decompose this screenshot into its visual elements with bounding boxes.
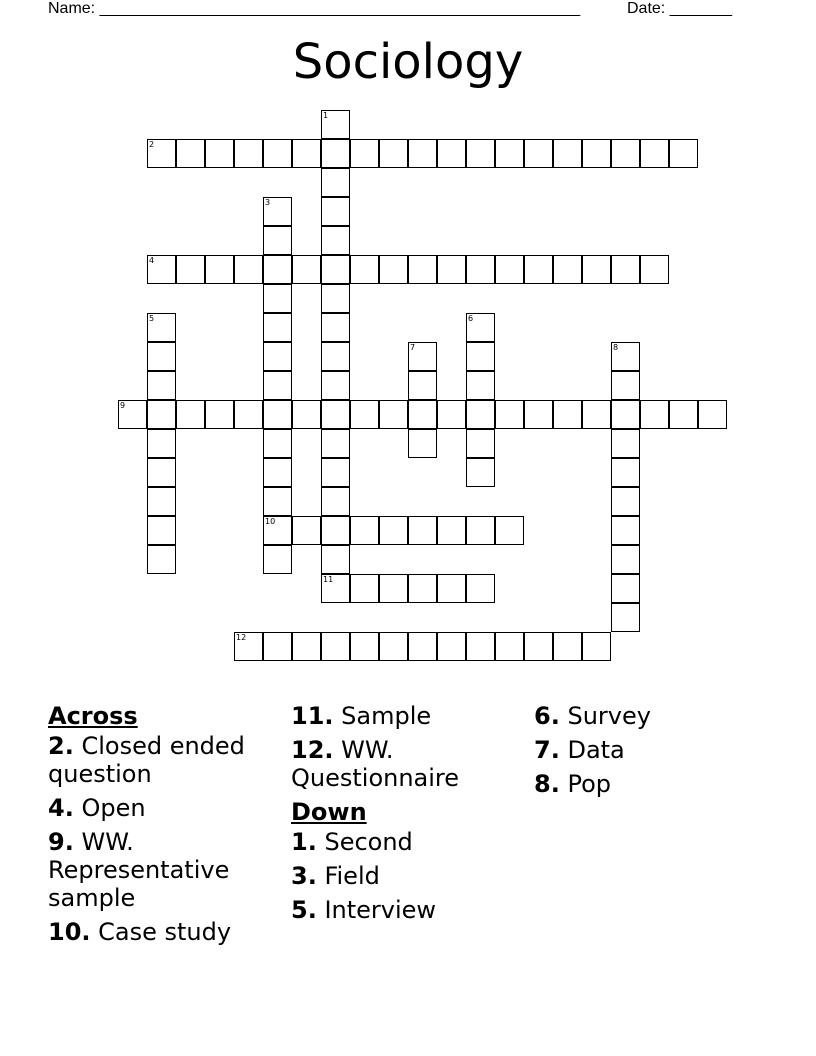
clue-number: 9 — [120, 401, 126, 410]
grid-cell[interactable] — [147, 400, 176, 429]
grid-cell[interactable] — [205, 139, 234, 168]
grid-cell[interactable] — [437, 255, 466, 284]
grid-cell[interactable] — [321, 284, 350, 313]
grid-cell[interactable] — [640, 139, 669, 168]
grid-cell[interactable] — [379, 574, 408, 603]
grid-cell[interactable] — [466, 632, 495, 661]
grid-cell[interactable] — [466, 342, 495, 371]
grid-cell[interactable] — [466, 516, 495, 545]
grid-cell[interactable] — [263, 516, 292, 545]
name-label: Name: ______________________________________________________ — [48, 0, 581, 17]
grid-cell[interactable] — [611, 458, 640, 487]
grid-cell[interactable] — [379, 139, 408, 168]
grid-cell[interactable] — [611, 342, 640, 371]
grid-cell[interactable] — [321, 371, 350, 400]
grid-cell[interactable] — [466, 255, 495, 284]
grid-cell[interactable] — [582, 139, 611, 168]
clue-number: 5 — [149, 314, 155, 323]
clue-number-label: 5. — [291, 896, 317, 924]
clue-number: 7 — [410, 343, 416, 352]
grid-cell[interactable] — [176, 400, 205, 429]
grid-cell[interactable] — [495, 255, 524, 284]
grid-cell[interactable] — [611, 429, 640, 458]
grid-cell[interactable] — [263, 487, 292, 516]
grid-cell[interactable] — [234, 139, 263, 168]
clue-number-label: 4. — [48, 794, 74, 822]
grid-cell[interactable] — [466, 574, 495, 603]
grid-cell[interactable] — [408, 139, 437, 168]
grid-cell[interactable] — [669, 400, 698, 429]
grid-cell[interactable] — [611, 371, 640, 400]
grid-cell[interactable] — [263, 632, 292, 661]
clue-text: Open — [73, 794, 146, 822]
down-clue — [534, 736, 744, 764]
clue-number-label: 11. — [291, 702, 334, 730]
grid-cell[interactable] — [611, 516, 640, 545]
grid-cell[interactable] — [321, 400, 350, 429]
clue-text: Data — [559, 736, 625, 764]
grid-cell[interactable] — [408, 371, 437, 400]
down-clue — [291, 896, 501, 924]
grid-cell[interactable] — [611, 255, 640, 284]
across-clue — [48, 828, 258, 912]
clue-number-label: 3. — [291, 862, 317, 890]
down-clue — [291, 862, 501, 890]
grid-cell[interactable] — [176, 139, 205, 168]
grid-cell[interactable] — [524, 139, 553, 168]
grid-cell[interactable] — [408, 400, 437, 429]
grid-cell[interactable] — [321, 545, 350, 574]
grid-cell[interactable] — [263, 342, 292, 371]
grid-cell[interactable] — [379, 632, 408, 661]
grid-cell[interactable] — [466, 429, 495, 458]
clue-number: 1 — [323, 111, 329, 120]
grid-cell[interactable] — [292, 400, 321, 429]
grid-cell[interactable] — [263, 284, 292, 313]
clue-number-label: 12. — [291, 736, 334, 764]
across-heading: Across — [48, 702, 138, 730]
grid-cell[interactable] — [524, 400, 553, 429]
grid-cell[interactable] — [611, 603, 640, 632]
grid-cell[interactable] — [321, 197, 350, 226]
grid-cell[interactable] — [350, 139, 379, 168]
down-clue — [534, 770, 744, 798]
grid-cell[interactable] — [379, 255, 408, 284]
grid-cell[interactable] — [263, 458, 292, 487]
clue-number-label: 7. — [534, 736, 560, 764]
grid-cell[interactable] — [582, 400, 611, 429]
clue-text: Field — [316, 862, 380, 890]
grid-cell[interactable] — [321, 226, 350, 255]
grid-cell[interactable] — [263, 400, 292, 429]
grid-cell[interactable] — [321, 139, 350, 168]
clue-number-label: 10. — [48, 918, 91, 946]
grid-cell[interactable] — [292, 139, 321, 168]
clue-text: Second — [316, 828, 413, 856]
grid-cell[interactable] — [321, 168, 350, 197]
grid-cell[interactable] — [466, 313, 495, 342]
grid-cell[interactable] — [147, 458, 176, 487]
grid-cell[interactable] — [263, 371, 292, 400]
clue-text: Closed ended question — [48, 732, 245, 788]
grid-cell[interactable] — [350, 255, 379, 284]
grid-cell[interactable] — [147, 255, 176, 284]
grid-cell[interactable] — [321, 429, 350, 458]
grid-cell[interactable] — [350, 574, 379, 603]
grid-cell[interactable] — [437, 574, 466, 603]
grid-cell[interactable] — [176, 255, 205, 284]
grid-cell[interactable] — [495, 516, 524, 545]
clue-column-2 — [291, 702, 501, 930]
grid-cell[interactable] — [408, 255, 437, 284]
clue-number: 11 — [323, 575, 334, 584]
grid-cell[interactable] — [350, 632, 379, 661]
grid-cell[interactable] — [263, 139, 292, 168]
grid-cell[interactable] — [350, 516, 379, 545]
grid-cell[interactable] — [408, 574, 437, 603]
clue-number: 8 — [613, 343, 619, 352]
across-clue — [48, 918, 258, 946]
grid-cell[interactable] — [350, 400, 379, 429]
grid-cell[interactable] — [582, 255, 611, 284]
clue-number: 12 — [236, 633, 247, 642]
grid-cell[interactable] — [147, 545, 176, 574]
grid-cell[interactable] — [611, 574, 640, 603]
grid-cell[interactable] — [408, 342, 437, 371]
grid-cell[interactable] — [640, 255, 669, 284]
clue-text: Interview — [316, 896, 437, 924]
clue-column-3 — [534, 702, 744, 804]
grid-cell[interactable] — [611, 139, 640, 168]
name-blank[interactable]: ______________________________________________________ — [99, 0, 581, 17]
clue-text: Case study — [90, 918, 232, 946]
grid-cell[interactable] — [263, 226, 292, 255]
grid-cell[interactable] — [321, 255, 350, 284]
grid-cell[interactable] — [321, 487, 350, 516]
date-label: Date: _______ — [627, 0, 732, 17]
grid-cell[interactable] — [466, 371, 495, 400]
grid-cell[interactable] — [466, 458, 495, 487]
clue-text: Sample — [333, 702, 432, 730]
grid-cell[interactable] — [263, 429, 292, 458]
grid-cell[interactable] — [524, 255, 553, 284]
grid-cell[interactable] — [611, 487, 640, 516]
clue-number: 3 — [265, 198, 271, 207]
grid-cell[interactable] — [205, 255, 234, 284]
clue-text: Pop — [559, 770, 611, 798]
grid-cell[interactable] — [640, 400, 669, 429]
grid-cell[interactable] — [234, 255, 263, 284]
clue-number: 2 — [149, 140, 155, 149]
grid-cell[interactable] — [408, 429, 437, 458]
grid-cell[interactable] — [524, 632, 553, 661]
grid-cell[interactable] — [437, 400, 466, 429]
clue-number-label: 2. — [48, 732, 74, 760]
grid-cell[interactable] — [321, 574, 350, 603]
grid-cell[interactable] — [263, 545, 292, 574]
grid-cell[interactable] — [408, 516, 437, 545]
grid-cell[interactable] — [234, 400, 263, 429]
grid-cell[interactable] — [553, 400, 582, 429]
clue-number-label: 6. — [534, 702, 560, 730]
clue-column-1 — [48, 702, 258, 952]
across-clue — [291, 702, 501, 730]
grid-cell[interactable] — [321, 632, 350, 661]
clue-number-label: 9. — [48, 828, 74, 856]
grid-cell[interactable] — [437, 139, 466, 168]
grid-cell[interactable] — [321, 110, 350, 139]
grid-cell[interactable] — [292, 255, 321, 284]
clue-number-label: 1. — [291, 828, 317, 856]
grid-cell[interactable] — [147, 313, 176, 342]
page-title: Sociology — [292, 34, 524, 90]
grid-cell[interactable] — [408, 632, 437, 661]
clue-number: 6 — [468, 314, 474, 323]
down-clue — [291, 828, 501, 856]
grid-cell[interactable] — [379, 400, 408, 429]
grid-cell[interactable] — [147, 139, 176, 168]
clue-number-label: 8. — [534, 770, 560, 798]
across-clue — [291, 736, 501, 792]
across-clue — [48, 732, 258, 788]
across-clue — [48, 794, 258, 822]
grid-cell[interactable] — [698, 400, 727, 429]
grid-cell[interactable] — [379, 516, 408, 545]
grid-cell[interactable] — [553, 255, 582, 284]
grid-cell[interactable] — [205, 400, 234, 429]
grid-cell[interactable] — [611, 400, 640, 429]
grid-cell[interactable] — [437, 632, 466, 661]
grid-cell[interactable] — [437, 516, 466, 545]
grid-cell[interactable] — [495, 139, 524, 168]
grid-cell[interactable] — [553, 139, 582, 168]
grid-cell[interactable] — [263, 197, 292, 226]
grid-cell[interactable] — [495, 400, 524, 429]
grid-cell[interactable] — [263, 313, 292, 342]
grid-cell[interactable] — [553, 632, 582, 661]
grid-cell[interactable] — [669, 139, 698, 168]
grid-cell[interactable] — [147, 516, 176, 545]
grid-cell[interactable] — [263, 255, 292, 284]
clue-text: Survey — [559, 702, 651, 730]
grid-cell[interactable] — [292, 516, 321, 545]
grid-cell[interactable] — [147, 342, 176, 371]
down-heading: Down — [291, 798, 367, 826]
grid-cell[interactable] — [466, 400, 495, 429]
grid-cell[interactable] — [321, 342, 350, 371]
clue-text: WW. Questionnaire — [291, 736, 460, 792]
grid-cell[interactable] — [582, 632, 611, 661]
clue-number: 10 — [265, 517, 276, 526]
grid-cell[interactable] — [147, 429, 176, 458]
clue-number: 4 — [149, 256, 155, 265]
grid-cell[interactable] — [321, 458, 350, 487]
grid-cell[interactable] — [292, 632, 321, 661]
grid-cell[interactable] — [466, 139, 495, 168]
grid-cell[interactable] — [321, 313, 350, 342]
down-clue — [534, 702, 744, 730]
grid-cell[interactable] — [611, 545, 640, 574]
clue-text: WW. Representative sample — [48, 828, 230, 912]
grid-cell[interactable] — [147, 371, 176, 400]
grid-cell[interactable] — [234, 632, 263, 661]
grid-cell[interactable] — [495, 632, 524, 661]
grid-cell[interactable] — [321, 516, 350, 545]
grid-cell[interactable] — [147, 487, 176, 516]
grid-cell[interactable] — [118, 400, 147, 429]
date-blank[interactable]: _______ — [669, 0, 732, 17]
